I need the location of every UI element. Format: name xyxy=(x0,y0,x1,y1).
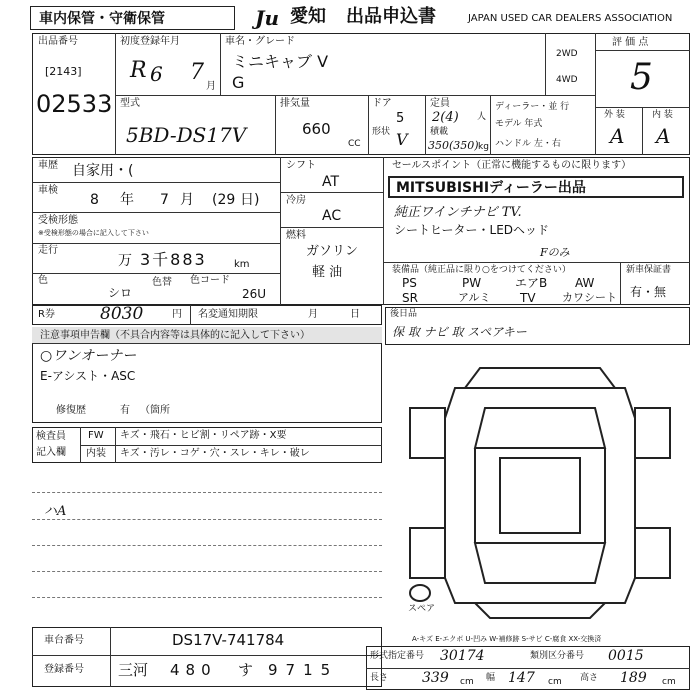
history-value: 自家用・( xyxy=(72,163,134,179)
lot-sub: [2143] xyxy=(45,65,82,78)
height-value: 189 xyxy=(620,670,647,686)
spare-label: スペア xyxy=(408,604,436,614)
len-unit: cm xyxy=(460,677,474,687)
cap-unit: 人 xyxy=(477,112,487,122)
len-label: 長さ xyxy=(370,673,389,683)
fw-items: キズ・飛石・ヒビ割・リペア跡・X要 xyxy=(120,430,287,441)
type-label: 型式 xyxy=(120,98,140,109)
legend: A-キズ E-エクボ U-凹み W-補修跡 S-サビ C-腐食 XX-交換済 xyxy=(412,635,602,643)
rtax-label: R券 xyxy=(38,309,55,320)
rtax-unit: 円 xyxy=(172,309,182,320)
color-change: 色替 xyxy=(152,277,172,288)
plate-num: 480 xyxy=(170,661,217,679)
history-label: 車歴 xyxy=(38,160,58,171)
warranty-value: 有・無 xyxy=(630,285,667,299)
reg-year: 6 xyxy=(150,62,163,86)
reg-label: 初度登録年月 xyxy=(120,36,180,47)
inspect-label-1: 検査員 xyxy=(36,431,66,442)
color-label: 色 xyxy=(38,275,48,286)
fw-label: FW xyxy=(88,430,104,441)
car-diagram xyxy=(390,348,690,628)
fuel-label: 燃料 xyxy=(286,230,306,241)
plate-kana: す xyxy=(238,661,254,679)
shape-label: 形状 xyxy=(372,127,391,137)
equip-airbag: エアB xyxy=(515,276,548,290)
equip-ps: PS xyxy=(402,276,417,290)
interior-label: 内装 xyxy=(86,448,106,459)
org-name: 愛知 xyxy=(290,6,326,27)
drive-4wd: 4WD xyxy=(556,75,578,85)
reg-era: R xyxy=(130,58,147,83)
chassis-label: 車台番号 xyxy=(44,635,84,646)
interior-items: キズ・汚レ・コゲ・穴・スレ・キレ・破レ xyxy=(120,448,310,459)
model-name: ミニキャブ V xyxy=(232,52,329,71)
score-label: 評 価 点 xyxy=(612,37,649,48)
cc-value: 660 xyxy=(302,120,331,138)
shift-value: AT xyxy=(322,174,340,190)
sales-box xyxy=(388,176,684,198)
doors-label: ドア xyxy=(372,98,392,109)
shaken-label: 車検 xyxy=(38,185,58,196)
fuel-light: 軽 油 xyxy=(312,265,343,280)
grade: G xyxy=(232,73,245,92)
width-value: 147 xyxy=(508,670,535,686)
ac-label: 冷房 xyxy=(286,195,306,206)
equip-label: 装備品（純正品に限り○をつけてください） xyxy=(392,265,571,275)
repair-label: 修復歴 xyxy=(56,405,86,416)
storage-stamp-text: 車内保管・守衛保管 xyxy=(39,11,165,27)
form-type-label: 形式指定番号 xyxy=(370,651,425,661)
load-label: 積載 xyxy=(430,127,449,137)
cc-label: 排気量 xyxy=(280,98,310,109)
sales-line-1: MITSUBISHIディーラー出品 xyxy=(396,180,586,196)
len-value: 339 xyxy=(422,670,449,686)
memo-text: ハA xyxy=(44,504,67,519)
caution-line-2: E-アシスト・ASC xyxy=(40,369,136,383)
equip-pw: PW xyxy=(462,276,482,290)
score-ext: A xyxy=(610,124,625,148)
score-int: A xyxy=(656,124,671,148)
ac-value: AC xyxy=(322,208,342,224)
doc-title: 出品申込書 xyxy=(346,6,436,27)
mileage-unit: km xyxy=(234,259,250,270)
plate-area: 三河 xyxy=(118,661,149,679)
notice-label: 名変通知期限 xyxy=(198,309,258,320)
after-value: 保 取 ナビ 取 スペアキー xyxy=(392,325,527,339)
ju-logo: Ju xyxy=(255,6,280,30)
height-label: 高さ xyxy=(580,673,599,683)
storage-stamp xyxy=(30,6,235,30)
form-label: 受検形態 xyxy=(38,215,78,226)
equip-alumi: アルミ xyxy=(458,291,491,304)
chassis-number: DS17V-741784 xyxy=(172,631,285,649)
reg-month-unit: 月 xyxy=(206,81,216,92)
shift-label: シフト xyxy=(286,160,316,171)
caution-line-1: ○ワンオーナー xyxy=(40,348,137,364)
mileage-label: 走行 xyxy=(38,245,58,256)
equip-aw: AW xyxy=(575,276,595,290)
score-value: 5 xyxy=(630,57,653,98)
drive-2wd: 2WD xyxy=(556,49,578,59)
equip-tv: TV xyxy=(520,291,536,305)
notice-day: 日 xyxy=(350,309,360,320)
warranty-label: 新車保証書 xyxy=(626,265,672,275)
color-value: シロ xyxy=(108,286,133,300)
equip-note: Fのみ xyxy=(540,246,570,259)
after-label: 後日品 xyxy=(390,309,418,319)
form-class-label: 類別区分番号 xyxy=(530,651,585,661)
plate-serial: 9715 xyxy=(268,661,339,679)
load-value: 350(350) xyxy=(428,139,479,152)
height-unit: cm xyxy=(662,677,676,687)
cap-value: 2(4) xyxy=(432,110,459,125)
width-unit: cm xyxy=(548,677,562,687)
color-code-label: 色コード xyxy=(190,275,230,286)
form-class: 0015 xyxy=(608,648,644,664)
score-int-label: 内 装 xyxy=(652,110,673,120)
shaken-day: (29 xyxy=(212,192,236,208)
shaken-day-unit: 日) xyxy=(240,192,260,208)
width-label: 幅 xyxy=(486,673,496,683)
reg-month: 7 xyxy=(190,60,204,85)
shaken-year: 8 xyxy=(90,192,99,208)
repair-has: 有 xyxy=(120,405,130,416)
inspect-label-2: 記入欄 xyxy=(36,447,66,458)
handle-label: ハンドル 左・右 xyxy=(495,139,561,149)
lot-number: 02533 xyxy=(36,90,113,118)
notice-month: 月 xyxy=(308,309,318,320)
mileage-value: 3千883 xyxy=(140,250,207,269)
assoc-name: JAPAN USED CAR DEALERS ASSOCIATION xyxy=(468,13,673,24)
model-code: 5BD-DS17V xyxy=(126,123,247,147)
cc-unit: CC xyxy=(348,139,361,149)
sales-line-2: 純正ワインチナビ TV. xyxy=(394,205,522,220)
name-label: 車名・グレード xyxy=(225,36,295,47)
shaken-month-unit: 月 xyxy=(180,192,194,208)
fuel-gas: ガソリン xyxy=(306,244,359,259)
sales-line-3: シートヒーター・LEDヘッド xyxy=(394,223,550,237)
repair-place: （箇所 xyxy=(140,405,170,416)
form-note: ※受検形態の場合に記入して下さい xyxy=(38,229,149,237)
equip-sr: SR xyxy=(402,291,418,305)
shaken-month: 7 xyxy=(160,192,169,208)
mileage-man: 万 xyxy=(118,253,132,269)
score-ext-label: 外 装 xyxy=(604,110,625,120)
plate-label: 登録番号 xyxy=(44,664,84,675)
lot-label: 出品番号 xyxy=(38,36,78,47)
form-type: 30174 xyxy=(440,648,485,664)
load-unit: kg xyxy=(478,142,489,152)
rtax-value: 8030 xyxy=(100,304,144,324)
sales-label: セールスポイント（正常に機能するものに限ります） xyxy=(392,160,632,171)
color-code: 26U xyxy=(242,287,267,301)
shape-value: V xyxy=(396,130,408,149)
cap-label: 定員 xyxy=(430,98,450,109)
caution-label: 注意事項申告欄（不具合内容等は具体的に記入して下さい） xyxy=(40,330,310,341)
dealer-label: ディーラー・並 行 xyxy=(495,102,570,112)
equip-seat: カワシート xyxy=(562,291,617,304)
model-year-label: モデル 年式 xyxy=(495,119,543,129)
shaken-year-unit: 年 xyxy=(120,192,134,208)
doors-value: 5 xyxy=(396,111,405,126)
